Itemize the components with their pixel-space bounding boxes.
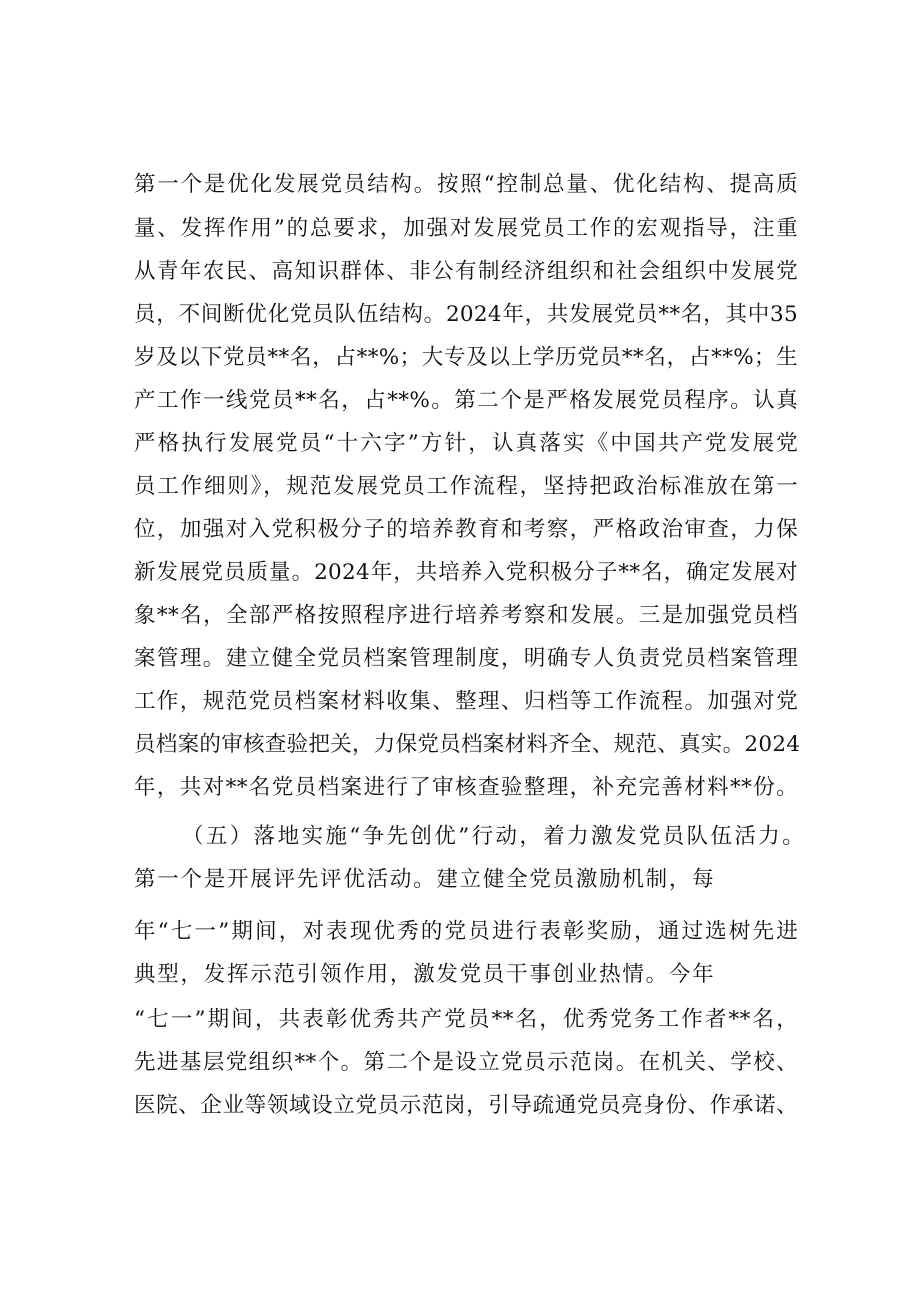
text-line-6: 产工作一线党员**名，占**%。第二个是严格发展党员程序。认真 xyxy=(134,388,798,413)
text-line-11: 象**名，全部严格按照程序进行培养考察和发展。三是加强党员档 xyxy=(134,603,798,628)
section-heading: （五）落地实施“争先创优”行动，着力激发党员队伍活力。 xyxy=(182,824,804,849)
text-line-9: 位，加强对入党积极分子的培养教育和考察，严格政治审查，力保 xyxy=(134,517,798,542)
text-line-20: “七一”期间，共表彰优秀共产党员**名，优秀党务工作者**名， xyxy=(134,1007,798,1032)
text-line-7: 严格执行发展党员“十六字”方针，认真落实《中国共产党发展党 xyxy=(134,431,798,456)
text-line-21: 先进基层党组织**个。第二个是设立党员示范岗。在机关、学校、 xyxy=(134,1050,798,1075)
text-line-5: 岁及以下党员**名，占**%；大专及以上学历党员**名，占**%；生 xyxy=(134,345,798,370)
text-line-19: 典型，发挥示范引领作用，激发党员干事创业热情。今年 xyxy=(134,962,714,987)
text-line-18: 年“七一”期间，对表现优秀的党员进行表彰奖励，通过选树先进 xyxy=(134,919,798,944)
text-line-22: 医院、企业等领域设立党员示范岗，引导疏通党员亮身份、作承诺、 xyxy=(134,1093,798,1118)
text-line-10: 新发展党员质量。2024年，共培养入党积极分子**名，确定发展对 xyxy=(134,560,798,585)
text-line-4: 员，不间断优化党员队伍结构。2024年，共发展党员**名，其中35 xyxy=(134,302,798,327)
text-line-13: 工作，规范党员档案材料收集、整理、归档等工作流程。加强对党 xyxy=(134,689,798,714)
text-line-3: 从青年农民、高知识群体、非公有制经济组织和社会组织中发展党 xyxy=(134,259,798,284)
text-line-15: 年，共对**名党员档案进行了审核查验整理，补充完善材料**份。 xyxy=(134,775,798,800)
text-line-2: 量、发挥作用”的总要求，加强对发展党员工作的宏观指导，注重 xyxy=(134,216,798,241)
text-line-12: 案管理。建立健全党员档案管理制度，明确专人负责党员档案管理 xyxy=(134,646,798,671)
text-line-17: 第一个是开展评先评优活动。建立健全党员激励机制，每 xyxy=(134,867,714,892)
text-line-1: 第一个是优化发展党员结构。按照“控制总量、优化结构、提高质 xyxy=(134,172,798,197)
text-line-8: 员工作细则》，规范发展党员工作流程，坚持把政治标准放在第一 xyxy=(134,474,798,499)
text-line-14: 员档案的审核查验把关，力保党员档案材料齐全、规范、真实。2024 xyxy=(134,732,801,757)
